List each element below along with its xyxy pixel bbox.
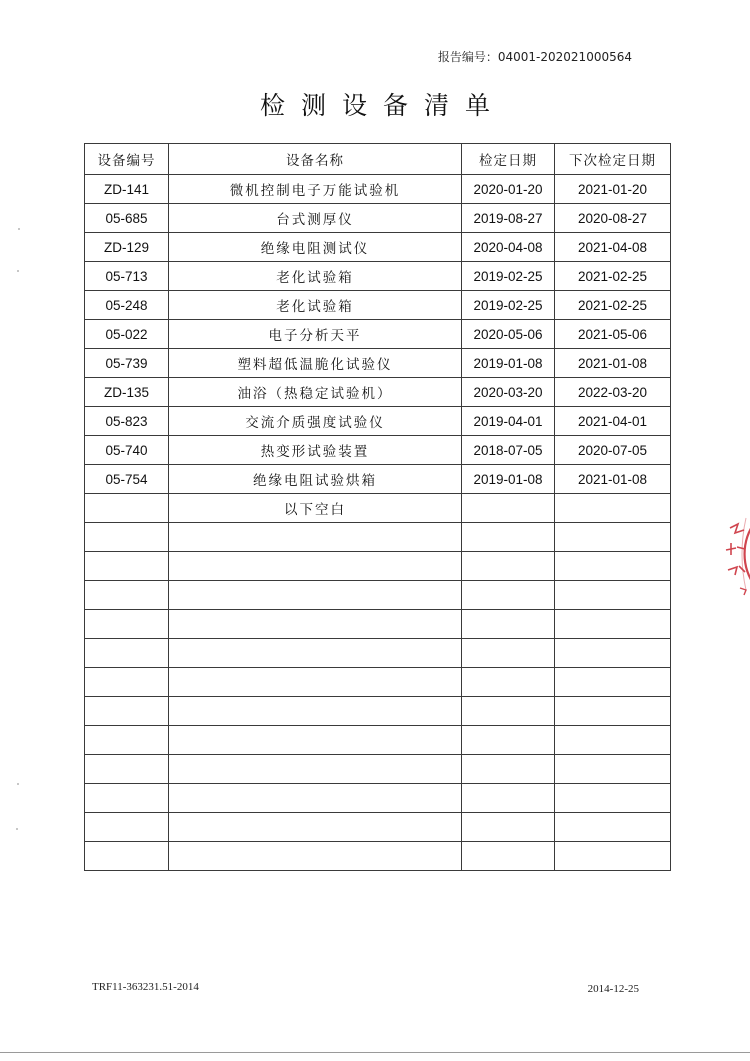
cell-equipment-name: 老化试验箱 [169,262,462,291]
cell-calibration-date [462,639,555,668]
table-row [85,320,671,349]
cell-equipment-name [169,813,462,842]
cell-next-calibration-date [555,697,671,726]
cell-calibration-date: 2020-05-06 [462,320,555,349]
header-equipment-id: 设备编号 [85,144,169,175]
table-row [85,784,671,813]
cell-calibration-date [462,668,555,697]
cell-next-calibration-date [555,784,671,813]
cell-equipment-id [85,639,169,668]
cell-next-calibration-date [555,494,671,523]
table-row [85,668,671,697]
header-next-calibration-date: 下次检定日期 [555,144,671,175]
cell-next-calibration-date [555,755,671,784]
table-row [85,581,671,610]
table-header-row [85,144,671,175]
table-row [85,204,671,233]
cell-equipment-name [169,697,462,726]
table-row [85,262,671,291]
cell-equipment-id [85,494,169,523]
cell-calibration-date: 2019-04-01 [462,407,555,436]
cell-equipment-id [85,842,169,871]
cell-equipment-id [85,581,169,610]
table-body [85,175,671,871]
cell-equipment-name: 油浴（热稳定试验机） [169,378,462,407]
cell-equipment-name: 绝缘电阻测试仪 [169,233,462,262]
cell-calibration-date [462,697,555,726]
cell-calibration-date [462,726,555,755]
table-row [85,523,671,552]
cell-next-calibration-date [555,842,671,871]
cell-next-calibration-date [555,610,671,639]
cell-next-calibration-date [555,668,671,697]
cell-equipment-name: 热变形试验装置 [169,436,462,465]
cell-equipment-name [169,552,462,581]
cell-calibration-date [462,755,555,784]
cell-equipment-name [169,610,462,639]
cell-equipment-id: 05-248 [85,291,169,320]
table-row [85,436,671,465]
cell-equipment-name: 交流介质强度试验仪 [169,407,462,436]
table-row [85,349,671,378]
cell-equipment-id [85,813,169,842]
cell-equipment-id: 05-823 [85,407,169,436]
table-row [85,842,671,871]
cell-calibration-date: 2018-07-05 [462,436,555,465]
cell-calibration-date [462,523,555,552]
inspection-stamp [716,498,750,610]
cell-calibration-date [462,581,555,610]
cell-equipment-name: 台式测厚仪 [169,204,462,233]
table-row [85,407,671,436]
cell-next-calibration-date [555,523,671,552]
equipment-table [84,143,671,871]
cell-next-calibration-date [555,813,671,842]
table-row [85,813,671,842]
cell-calibration-date: 2020-03-20 [462,378,555,407]
cell-equipment-id [85,726,169,755]
header-equipment-name: 设备名称 [169,144,462,175]
cell-equipment-id: 05-022 [85,320,169,349]
cell-calibration-date [462,610,555,639]
form-code: TRF11-363231.51-2014 [92,981,199,993]
cell-equipment-id [85,610,169,639]
cell-equipment-id [85,697,169,726]
cell-equipment-name: 以下空白 [169,494,462,523]
cell-equipment-name: 绝缘电阻试验烘箱 [169,465,462,494]
cell-equipment-id: 05-685 [85,204,169,233]
cell-next-calibration-date: 2020-08-27 [555,204,671,233]
cell-calibration-date [462,494,555,523]
table-row [85,175,671,204]
table-row [85,755,671,784]
cell-equipment-name [169,726,462,755]
cell-equipment-name [169,755,462,784]
cell-next-calibration-date: 2021-02-25 [555,291,671,320]
cell-next-calibration-date: 2021-04-08 [555,233,671,262]
cell-equipment-name: 老化试验箱 [169,291,462,320]
cell-equipment-name [169,842,462,871]
cell-equipment-name [169,581,462,610]
table-row [85,697,671,726]
cell-calibration-date: 2019-01-08 [462,465,555,494]
cell-equipment-name [169,639,462,668]
cell-equipment-id: ZD-141 [85,175,169,204]
table-row [85,378,671,407]
table-row [85,291,671,320]
cell-next-calibration-date: 2021-01-08 [555,465,671,494]
scan-speck [17,270,19,272]
cell-equipment-name: 微机控制电子万能试验机 [169,175,462,204]
table-row [85,610,671,639]
cell-calibration-date [462,813,555,842]
page-edge-line [0,1052,750,1053]
cell-equipment-id [85,523,169,552]
cell-equipment-id: 05-740 [85,436,169,465]
cell-next-calibration-date [555,552,671,581]
cell-calibration-date: 2019-01-08 [462,349,555,378]
table-row [85,639,671,668]
cell-next-calibration-date: 2021-05-06 [555,320,671,349]
cell-calibration-date [462,842,555,871]
cell-equipment-id [85,668,169,697]
cell-calibration-date: 2019-08-27 [462,204,555,233]
cell-next-calibration-date [555,639,671,668]
cell-next-calibration-date: 2021-02-25 [555,262,671,291]
table-row [85,494,671,523]
scan-speck [17,783,19,785]
table-row [85,726,671,755]
cell-calibration-date: 2019-02-25 [462,291,555,320]
cell-equipment-id: ZD-129 [85,233,169,262]
cell-equipment-name [169,668,462,697]
cell-next-calibration-date: 2020-07-05 [555,436,671,465]
cell-equipment-id [85,552,169,581]
scan-speck [16,828,18,830]
cell-equipment-id [85,755,169,784]
cell-calibration-date [462,784,555,813]
stamp-scribble-4 [740,588,746,595]
cell-equipment-id: 05-754 [85,465,169,494]
cell-next-calibration-date: 2021-01-20 [555,175,671,204]
cell-equipment-id: ZD-135 [85,378,169,407]
cell-next-calibration-date [555,726,671,755]
cell-next-calibration-date: 2021-01-08 [555,349,671,378]
cell-equipment-name: 塑料超低温脆化试验仪 [169,349,462,378]
table-row [85,233,671,262]
footer-date: 2014-12-25 [587,983,639,995]
cell-next-calibration-date [555,581,671,610]
cell-next-calibration-date: 2021-04-01 [555,407,671,436]
cell-next-calibration-date: 2022-03-20 [555,378,671,407]
table-row [85,552,671,581]
header-calibration-date: 检定日期 [462,144,555,175]
stamp-scribble-1 [730,524,744,533]
cell-equipment-id [85,784,169,813]
cell-calibration-date: 2020-04-08 [462,233,555,262]
cell-equipment-id: 05-713 [85,262,169,291]
cell-calibration-date: 2019-02-25 [462,262,555,291]
table-row [85,465,671,494]
scan-speck [18,228,20,230]
cell-calibration-date [462,552,555,581]
report-number: 报告编号：04001-202021000564 [437,50,632,64]
cell-equipment-name [169,784,462,813]
cell-equipment-name: 电子分析天平 [169,320,462,349]
cell-calibration-date: 2020-01-20 [462,175,555,204]
document-title: 检测设备清单 [259,91,506,120]
cell-equipment-name [169,523,462,552]
cell-equipment-id: 05-739 [85,349,169,378]
